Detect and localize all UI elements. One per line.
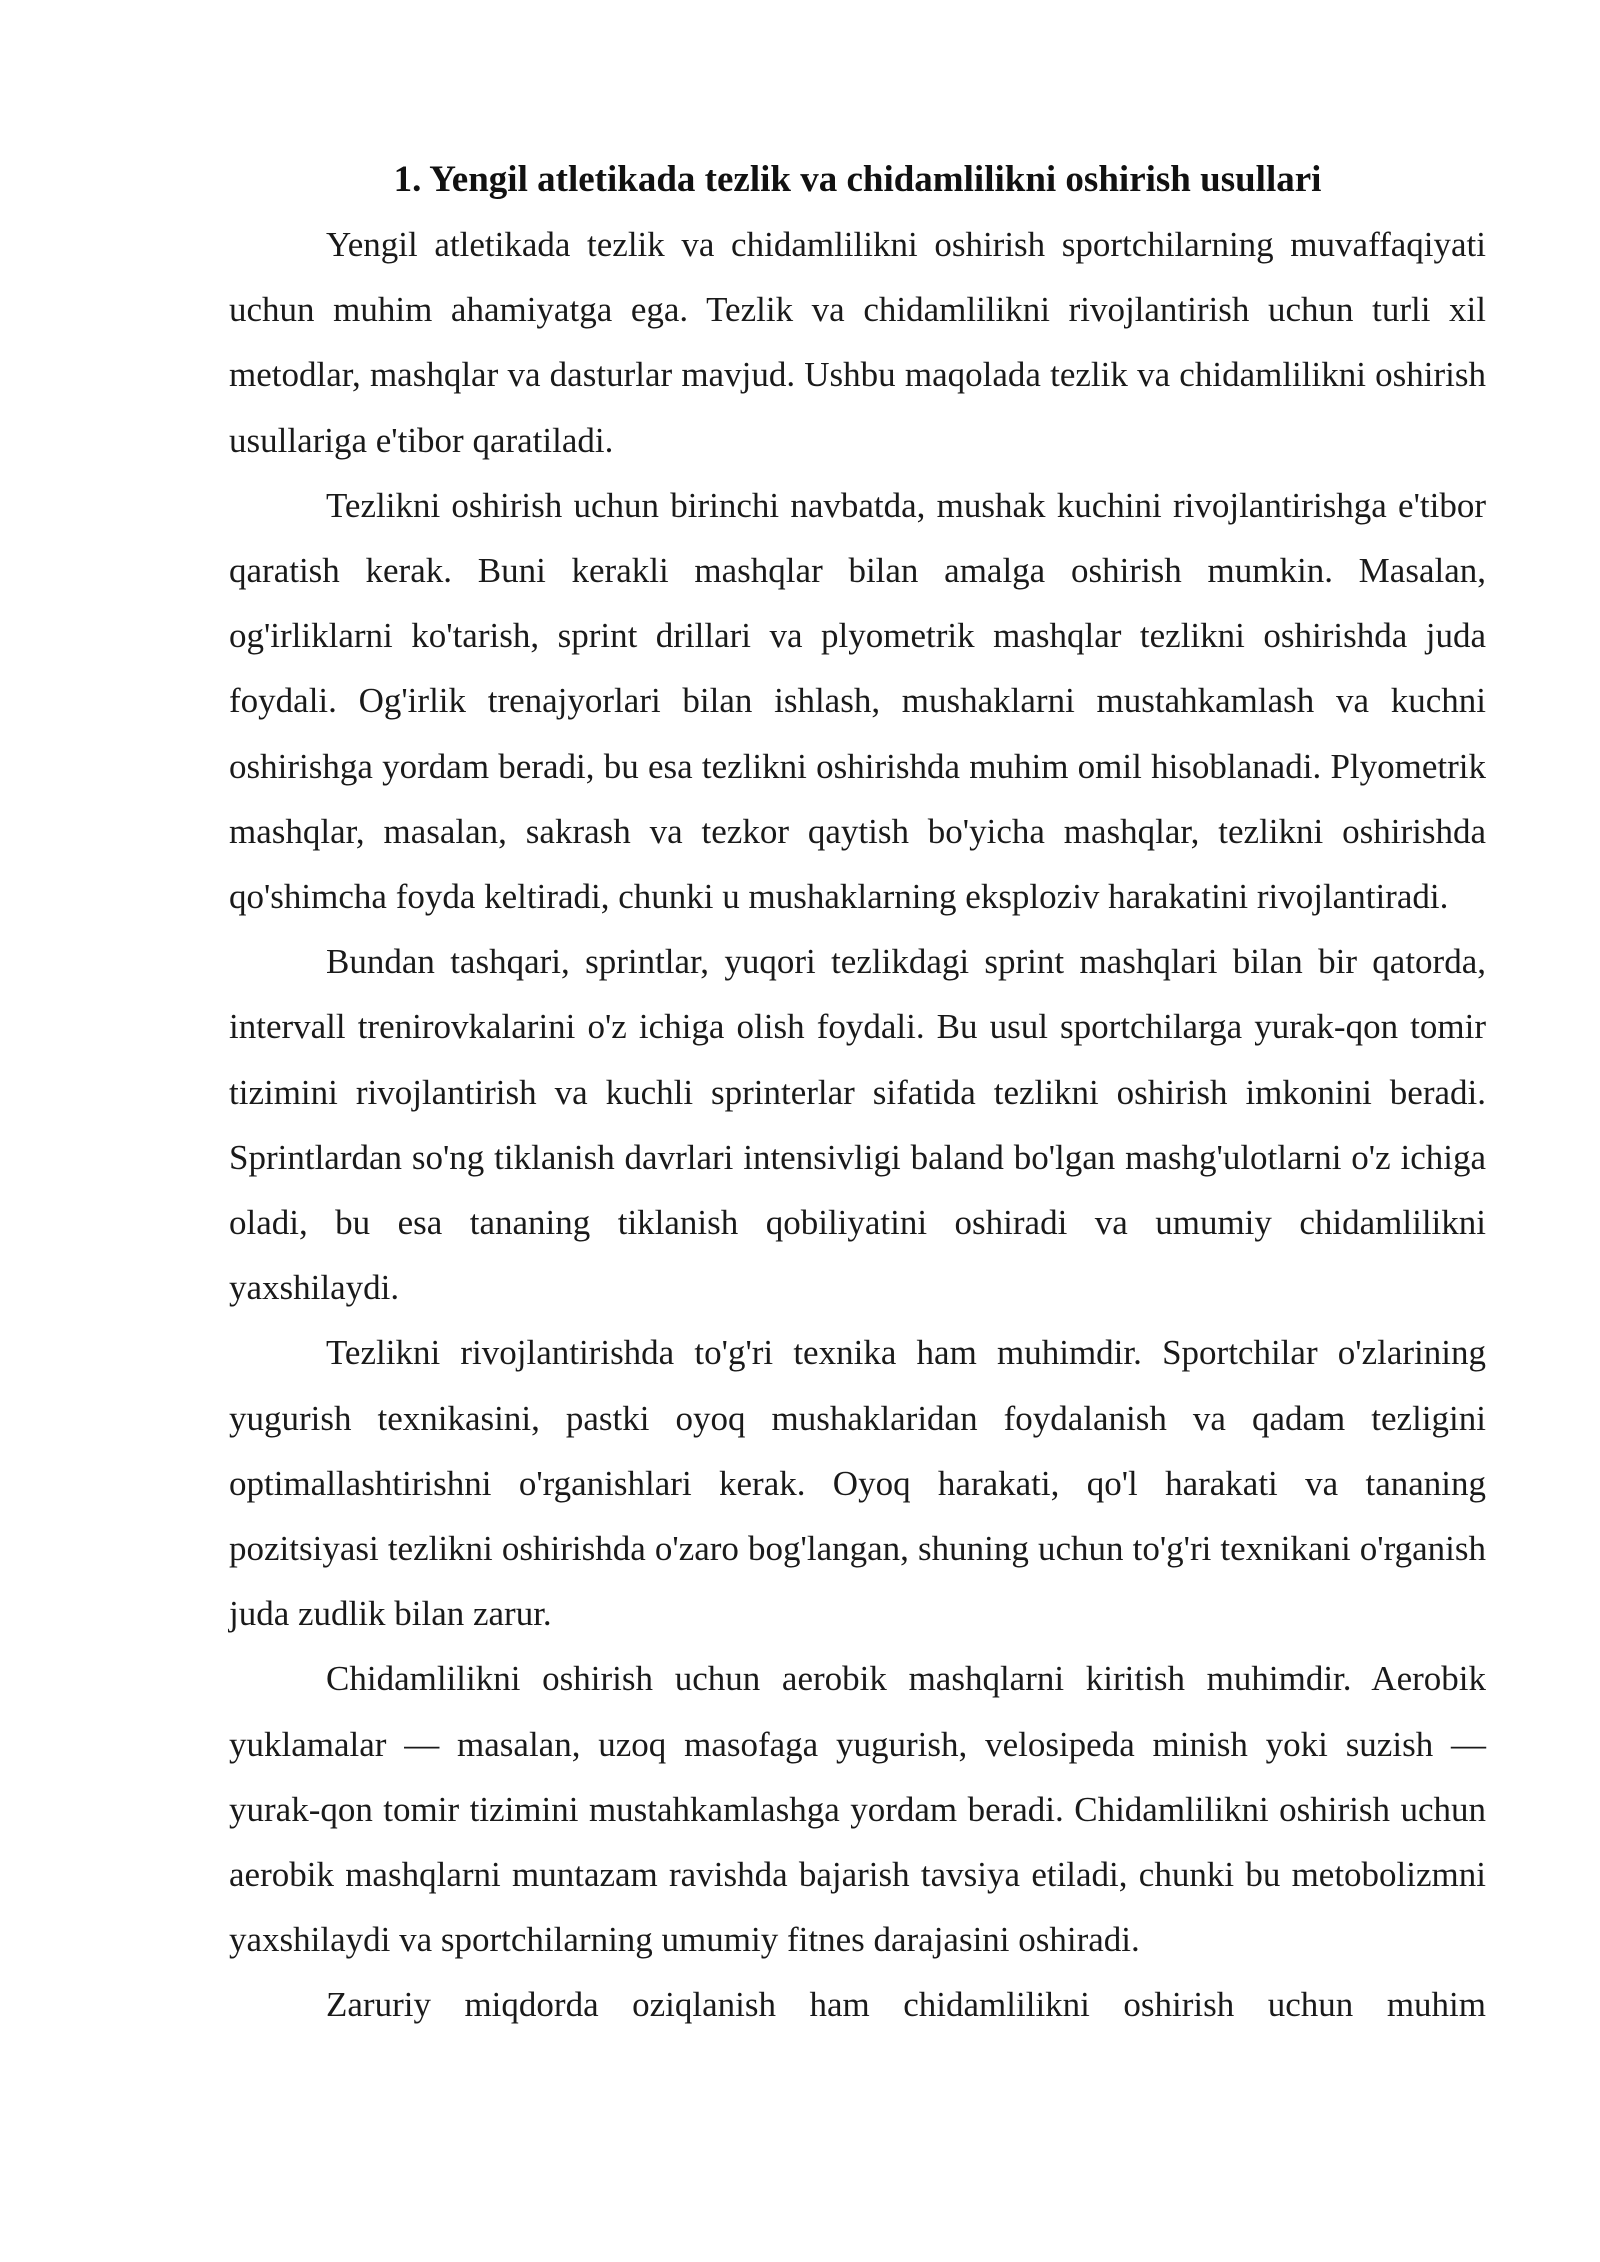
paragraph-5: Chidamlilikni oshirish uchun aerobik mashqlarni kiritish muhimdir. Aerobik yuklamalar — masalan, uzoq masofaga yugurish, velosipeda minish yoki suzish — yurak-qon tomir tizimini mustahkamlashga yordam beradi. Chidamlilikni oshirish uchun aerobik mashqlarni muntazam ravishda bajarish tavsiya etiladi, chunki bu metobolizmni yaxshilaydi va sportchilarning umumiy fitnes darajasini oshiradi. — [229, 1659, 1486, 1960]
page-title: 1. Yengil atletikada tezlik va chidamlilikni oshirish usullari — [393, 159, 1322, 200]
paragraph-1: Yengil atletikada tezlik va chidamlilikni oshirish sportchilarning muvaffaqiyati uchun muhim ahamiyatga ega. Tezlik va chidamlilikni rivojlantirish uchun turli xil metodlar, mashqlar va dasturlar mavjud. Ushbu maqolada tezlik va chidamlilikni oshirish usullariga e'tibor qaratiladi. — [229, 225, 1486, 460]
paragraph-2: Tezlikni oshirish uchun birinchi navbatda, mushak kuchini rivojlantirishga e'tibor qaratish kerak. Buni kerakli mashqlar bilan amalga oshirish mumkin. Masalan, og'irliklarni ko'tarish, sprint drillari va plyometrik mashqlar tezlikni oshirishda juda foydali. Og'irlik trenajyorlari bilan ishlash, mushaklarni mustahkamlash va kuchni oshirishga yordam beradi, bu esa tezlikni oshirishda muhim omil hisoblanadi. Plyometrik mashqlar, masalan, sakrash va tezkor qaytish bo'yicha mashqlar, tezlikni oshirishda qo'shimcha foyda keltiradi, chunki u mushaklarning eksploziv harakatini rivojlantiradi. — [229, 485, 1486, 917]
paragraph-6: Zaruriy miqdorda oziqlanish ham chidamlilikni oshirish uchun muhim — [326, 1985, 1486, 2025]
paragraph-3: Bundan tashqari, sprintlar, yuqori tezlikdagi sprint mashqlari bilan bir qatorda, intervall trenirovkalarini o'z ichiga olish foydali. Bu usul sportchilarga yurak-qon tomir tizimini rivojlantirish va kuchli sprinterlar sifatida tezlikni oshirish imkonini beradi. Sprintlardan so'ng tiklanish davrlari intensivligi baland bo'lgan mashg'ulotlarni o'z ichiga oladi, bu esa tananing tiklanish qobiliyatini oshiradi va umumiy chidamlilikni yaxshilaydi. — [229, 942, 1486, 1308]
document-body — [229, 152, 1486, 2038]
paragraph-4: Tezlikni rivojlantirishda to'g'ri texnika ham muhimdir. Sportchilar o'zlarining yugurish texnikasini, pastki oyoq mushaklaridan foydalanish va qadam tezligini optimallashtirishni o'rganishlari kerak. Oyoq harakati, qo'l harakati va tananing pozitsiyasi tezlikni oshirishda o'zaro bog'langan, shuning uchun to'g'ri texnikani o'rganish juda zudlik bilan zarur. — [229, 1333, 1486, 1634]
